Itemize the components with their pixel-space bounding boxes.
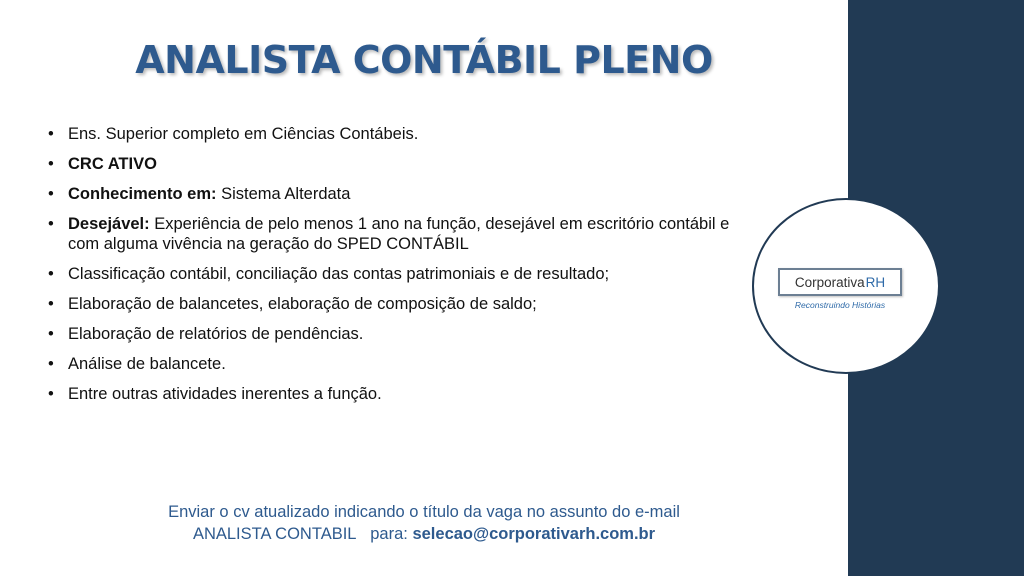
footer-subject: ANALISTA CONTABIL — [192, 525, 357, 543]
company-logo — [778, 268, 902, 296]
bullet: • — [48, 155, 54, 173]
item-text: Sistema Alterdata — [216, 185, 351, 203]
item-text: Classificação contábil, conciliação das contas patrimoniais e de resultado; — [68, 265, 610, 283]
bullet: • — [48, 295, 54, 313]
list-item — [48, 324, 748, 344]
logo-tagline: Reconstruindo Histórias — [794, 300, 886, 310]
item-text: Experiência de pelo menos 1 ano na função, desejável em escritório contábil e com alguma vivência na geração do SPED CONTÁBIL — [68, 215, 730, 253]
bullet: • — [48, 385, 54, 403]
list-item — [48, 294, 748, 314]
page-title: ANALISTA CONTÁBIL PLENO — [135, 38, 713, 82]
list-item — [48, 184, 748, 204]
footer-line1: Enviar o cv atualizado indicando o título da vaga no assunto do e-mail — [168, 503, 680, 521]
item-bold: CRC ATIVO — [68, 155, 157, 173]
list-item — [48, 214, 748, 254]
list-item — [48, 124, 748, 144]
list-item — [48, 384, 748, 404]
bullet: • — [48, 185, 54, 203]
item-bold: Desejável: — [68, 215, 150, 233]
bullet: • — [48, 265, 54, 283]
footer-instructions — [0, 501, 848, 545]
item-text: Elaboração de relatórios de pendências. — [68, 325, 364, 343]
bullet: • — [48, 125, 54, 143]
item-text: Entre outras atividades inerentes a função. — [68, 385, 382, 403]
item-text: Elaboração de balancetes, elaboração de composição de saldo; — [68, 295, 537, 313]
logo-name-accent: RH — [865, 274, 886, 290]
logo-name: Corporativa — [794, 274, 865, 290]
requirements-list — [48, 124, 748, 414]
bullet: • — [48, 215, 54, 233]
contact-email[interactable]: selecao@corporativarh.com.br — [412, 525, 656, 543]
item-text: Ens. Superior completo em Ciências Contábeis. — [68, 125, 419, 143]
bullet: • — [48, 325, 54, 343]
item-text: Análise de balancete. — [68, 355, 226, 373]
footer-line2 — [0, 523, 848, 545]
list-item — [48, 154, 748, 174]
list-item — [48, 354, 748, 374]
bullet: • — [48, 355, 54, 373]
item-bold: Conhecimento em: — [68, 185, 217, 203]
list-item — [48, 264, 748, 284]
footer-to-label: para: — [370, 525, 408, 543]
